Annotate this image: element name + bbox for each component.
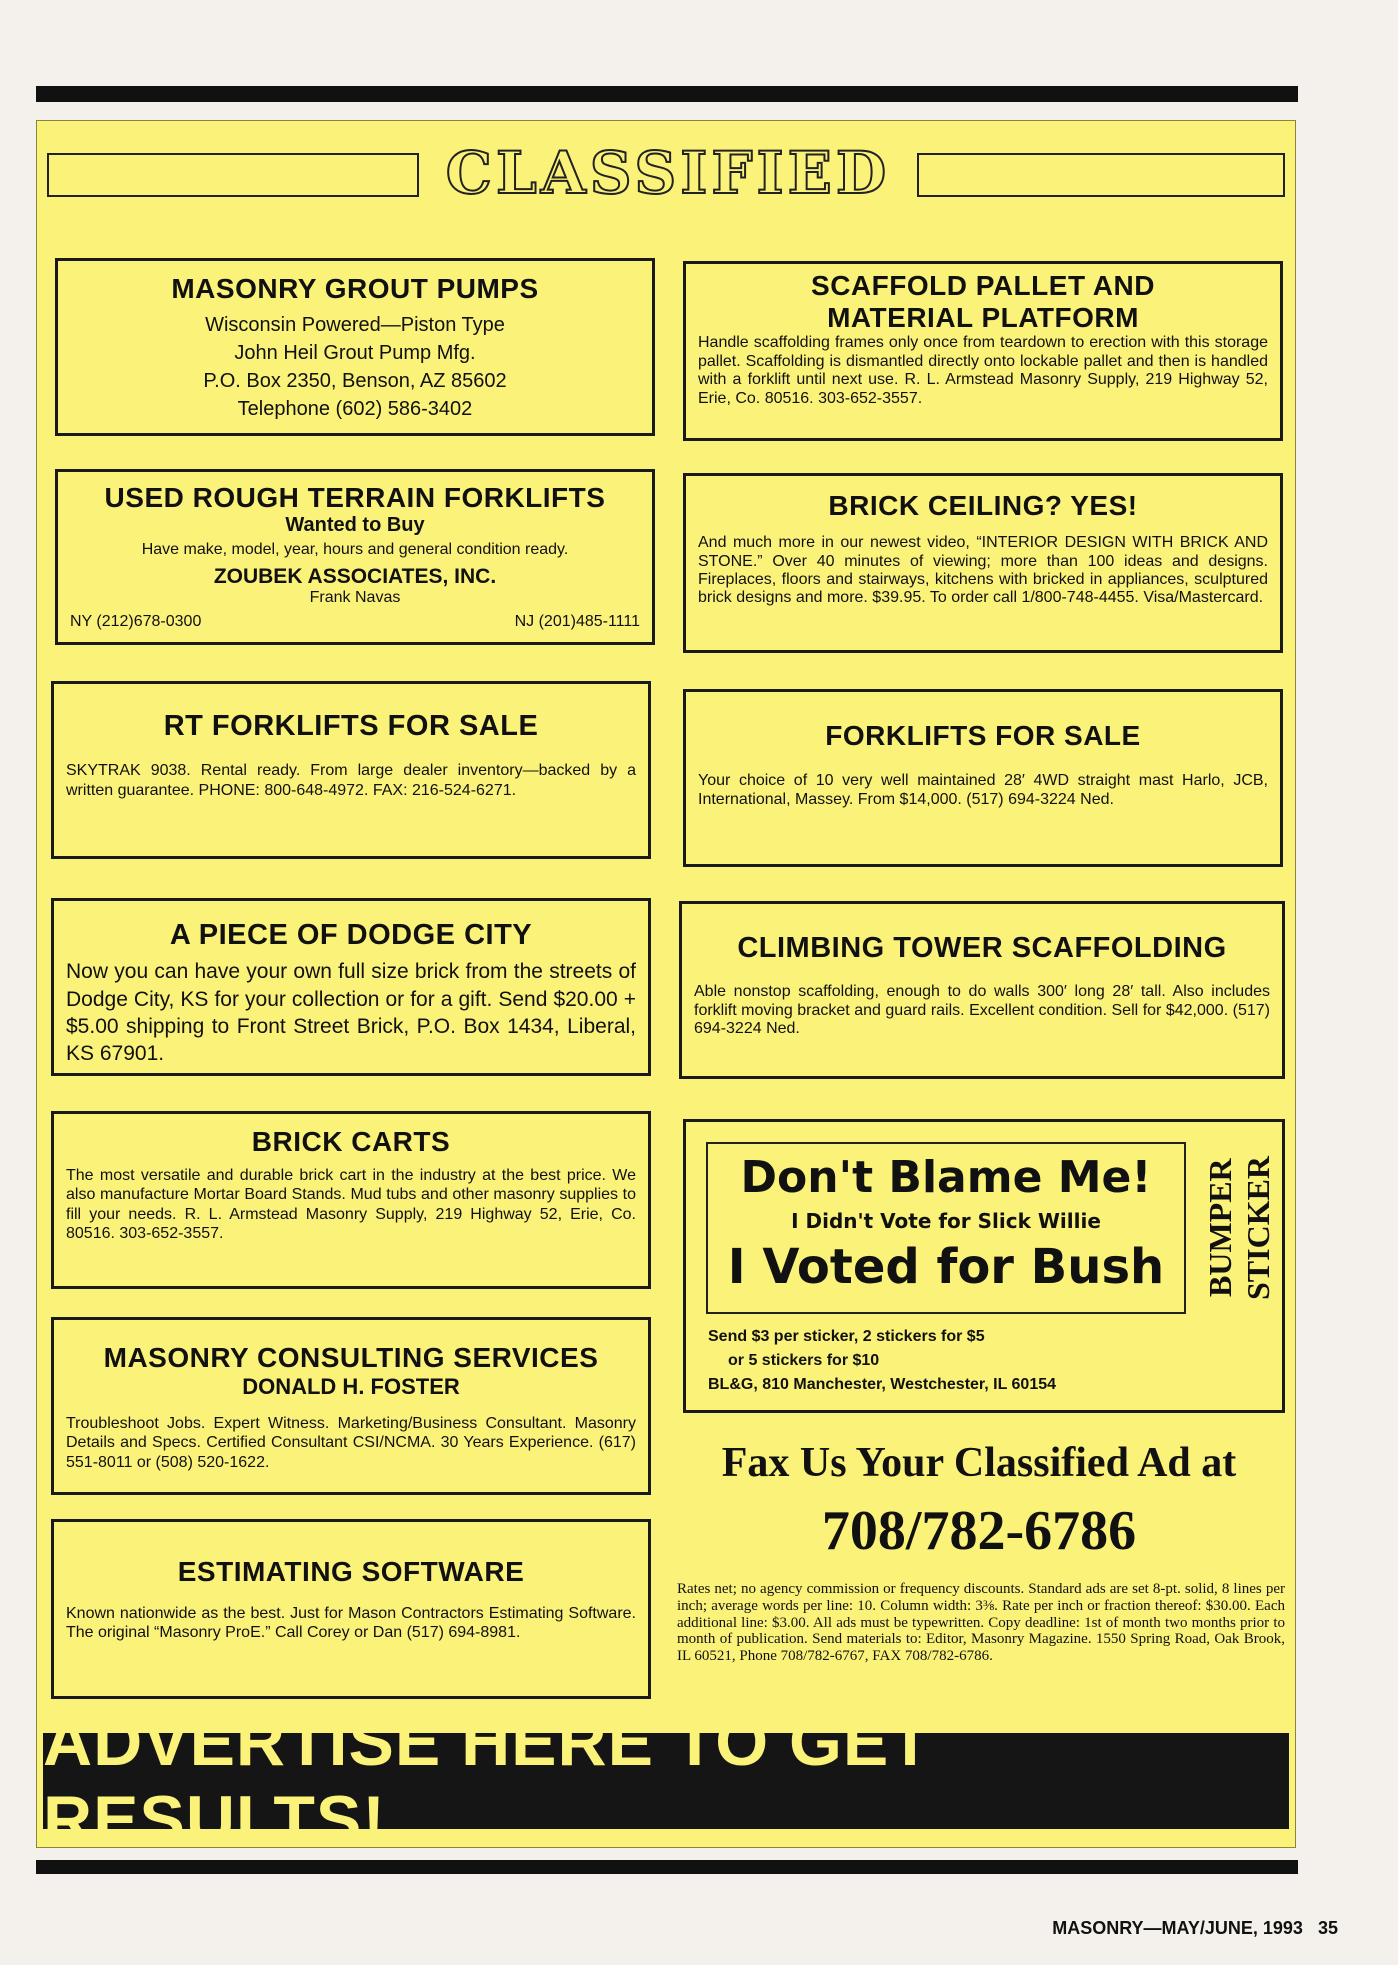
ad-climbing-tower [679, 901, 1285, 1079]
advertise-banner [43, 1704, 1289, 1858]
ad-rt-forklifts [51, 681, 651, 859]
fax-number: 708/782-6786 [821, 1500, 1137, 1562]
ad-title-2: MATERIAL PLATFORM [827, 302, 1139, 334]
ad-title: MASONRY GROUT PUMPS [171, 273, 539, 304]
ad-body: And much more in our newest video, “INTERIOR DESIGN WITH BRICK AND STONE.” Over 40 minutes of viewing; more than 100 ideas and designs. Fireplaces, floors and stairways, kitchens with bricked in appliances, sculptured brick designs and more. $39.95. To order call 1/800-748-4455. Visa/Mastercard. [698, 534, 1268, 607]
ad-phone-ny: NY (212)678-0300 [70, 613, 202, 631]
ad-body: Now you can have your own full size brick from the streets of Dodge City, KS for your collection or for a gift. Send $20.00 + $5.00 shipping to Front Street Brick, P.O. Box 1434, Liberal, KS 67901. [66, 960, 636, 1066]
ad-body: Known nationwide as the best. Just for Mason Contractors Estimating Software. The original “Masonry ProE.” Call Corey or Dan (517) 694-8981. [66, 1605, 636, 1642]
ad-title: MASONRY CONSULTING SERVICES [103, 1342, 599, 1373]
classified-panel [36, 120, 1296, 1858]
sticker-box [706, 1142, 1186, 1314]
ad-note: Have make, model, year, hours and general condition ready. [141, 541, 569, 559]
ad-company: ZOUBEK ASSOCIATES, INC. [213, 565, 497, 589]
masthead-rule-right [917, 153, 1285, 197]
ad-scaffold-pallet [683, 261, 1283, 441]
sticker-price-1: Send $3 per sticker, 2 stickers for $5 [708, 1328, 985, 1345]
ad-line: Telephone (602) 586-3402 [237, 398, 473, 421]
ad-brick-carts [51, 1111, 651, 1289]
ad-grout-pumps [55, 258, 655, 436]
footer-text: MASONRY—MAY/JUNE, 1993 [1052, 1918, 1303, 1938]
banner-text: ADVERTISE HERE TO GET RESULTS! [43, 1704, 932, 1858]
ad-title: A PIECE OF DODGE CITY [169, 919, 533, 951]
sticker-side-label [1201, 1142, 1277, 1314]
ad-title: RT FORKLIFTS FOR SALE [163, 710, 539, 742]
ad-title: ESTIMATING SOFTWARE [177, 1556, 525, 1587]
page-footer [1052, 1918, 1338, 1939]
page-number: 35 [1317, 1918, 1338, 1938]
ad-body: The most versatile and durable brick cart in the industry at the best price. We also manufacture Mortar Board Stands. Mud tubs and other masonry supplies to fill your needs. R. L. Armstead Masonry Supply, 219 Highway 52, Erie, Co. 80516. 303-652-3557. [66, 1167, 636, 1242]
top-rule [36, 86, 1298, 102]
ad-contact: Frank Navas [309, 589, 401, 607]
ad-title: USED ROUGH TERRAIN FORKLIFTS [104, 482, 606, 513]
ad-body: SKYTRAK 9038. Rental ready. From large dealer inventory—backed by a written guarantee. PHONE: 800-648-4972. FAX: 216-524-6271. [66, 762, 636, 799]
masthead-title: CLASSIFIED [445, 139, 891, 207]
ad-title: SCAFFOLD PALLET AND [811, 270, 1155, 301]
ad-title: CLIMBING TOWER SCAFFOLDING [737, 932, 1227, 964]
sticker-line-2: I Didn't Vote for Slick Willie [791, 1209, 1101, 1233]
ad-brick-ceiling [683, 473, 1283, 653]
side-word-1: BUMPER [1202, 1158, 1238, 1298]
fax-rates: Rates net; no agency commission or frequency discounts. Standard ads are set 8-pt. solid, 8 lines per inch; average words per line: 10. Column width: 3⅜. Rate per inch or fraction thereof: $30.00. Each additional line: $3.00. All ads must be typewritten. Copy deadline: 1st of month two months prior to month of publication. Send materials to: Editor, Masonry Magazine. 1550 Spring Road, Oak Brook, IL 60521, Phone 708/782-6767, FAX 708/782-6786. [677, 1581, 1285, 1665]
sticker-line-1: Don't Blame Me! [740, 1152, 1152, 1203]
sticker-address: BL&G, 810 Manchester, Westchester, IL 60154 [708, 1376, 1057, 1393]
ad-body: Able nonstop scaffolding, enough to do walls 300′ long 28′ tall. Also includes forklift moving bracket and guard rails. Excellent condition. Sell for $42,000. (517) 694-3224 Ned. [694, 983, 1270, 1038]
ad-line: Wisconsin Powered—Piston Type [205, 314, 505, 337]
sticker-price-2: or 5 stickers for $10 [728, 1352, 880, 1369]
ad-phone-nj: NJ (201)485-1111 [514, 613, 640, 631]
fax-title: Fax Us Your Classified Ad at [721, 1440, 1237, 1486]
ad-subtitle: DONALD H. FOSTER [242, 1374, 460, 1400]
ad-line: P.O. Box 2350, Benson, AZ 85602 [203, 370, 507, 393]
ad-body: Handle scaffolding frames only once from teardown to erection with this storage pallet. Scaffolding is dismantled directly onto lockable pallet and then is handled with a forklift until next use. R. L. Armstead Masonry Supply, 219 Highway 52, Erie, Co. 80516. 303-652-3557. [698, 334, 1268, 407]
masthead-rule-left [47, 153, 419, 197]
ad-forklifts-for-sale [683, 689, 1283, 867]
ad-body: Your choice of 10 very well maintained 28′ 4WD straight mast Harlo, JCB, International, Massey. From $14,000. (517) 694-3224 Ned. [698, 772, 1268, 808]
ad-title: BRICK CEILING? YES! [828, 490, 1138, 521]
bottom-rule [36, 1860, 1298, 1874]
side-word-2: STICKER [1240, 1155, 1276, 1301]
ad-dodge-city [51, 898, 651, 1076]
ad-rough-terrain-forklifts [55, 469, 655, 645]
ad-estimating-software [51, 1519, 651, 1699]
ad-bumper-sticker [683, 1119, 1285, 1413]
sticker-line-3: I Voted for Bush [727, 1239, 1165, 1295]
ad-title: FORKLIFTS FOR SALE [825, 720, 1141, 751]
ad-subtitle: Wanted to Buy [285, 514, 425, 537]
ad-consulting [51, 1317, 651, 1495]
ad-body: Troubleshoot Jobs. Expert Witness. Marketing/Business Consultant. Masonry Details and Specs. Certified Consultant CSI/NCMA. 30 Years Experience. (617) 551-8011 or (508) 520-1622. [66, 1415, 636, 1471]
ad-title: BRICK CARTS [251, 1126, 451, 1157]
ad-line: John Heil Grout Pump Mfg. [234, 342, 476, 365]
